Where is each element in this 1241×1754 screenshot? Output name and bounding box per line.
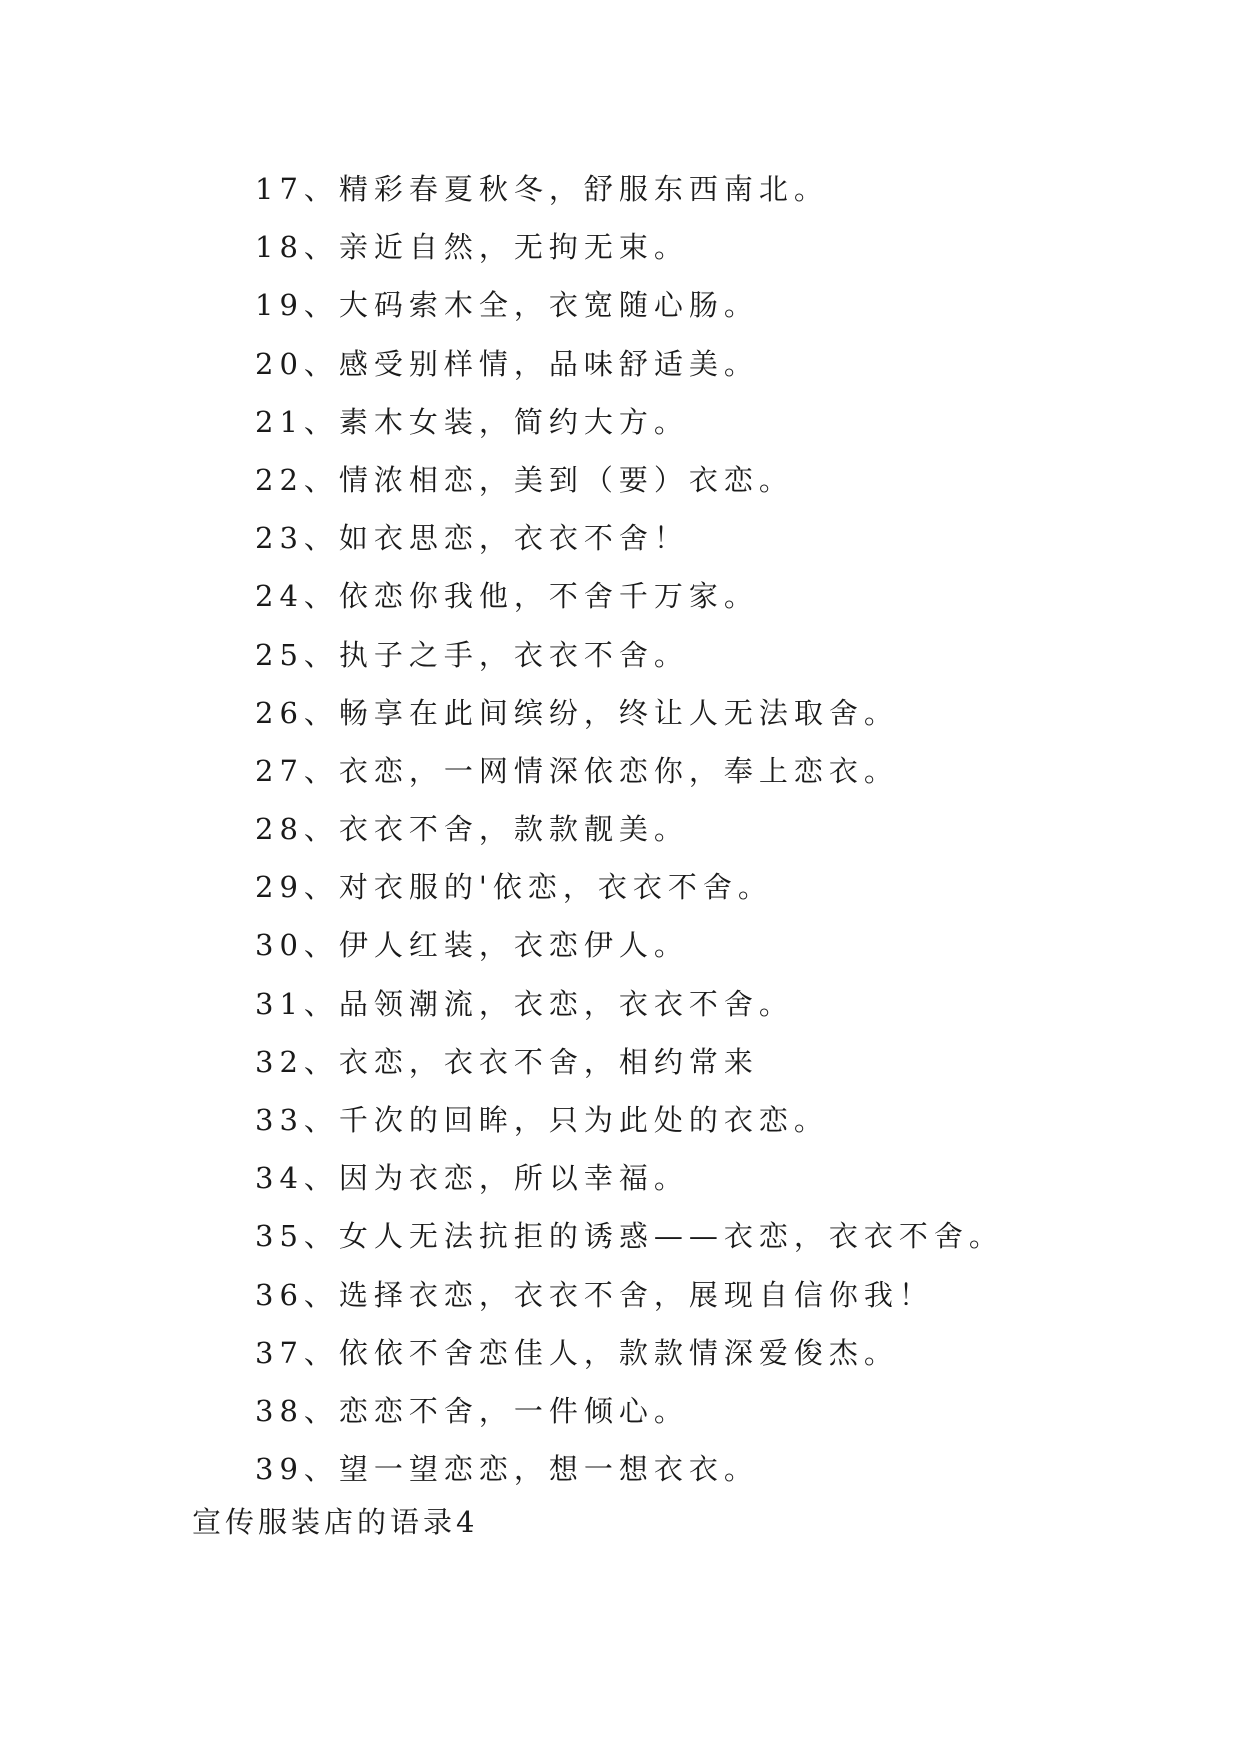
slogan-line: 22、情浓相恋，美到（要）衣恋。 xyxy=(255,462,794,497)
slogan-line: 28、衣衣不舍，款款靓美。 xyxy=(255,812,689,847)
slogan-line: 19、大码索木全，衣宽随心肠。 xyxy=(255,288,759,323)
slogan-line: 31、品领潮流，衣恋，衣衣不舍。 xyxy=(255,986,794,1021)
slogan-line: 39、望一望恋恋，想一想衣衣。 xyxy=(255,1452,759,1487)
slogan-line: 17、精彩春夏秋冬，舒服东西南北。 xyxy=(255,172,829,206)
slogan-line: 24、依恋你我他，不舍千万家。 xyxy=(255,579,759,614)
slogan-line: 36、选择衣恋，衣衣不舍，展现自信你我！ xyxy=(255,1277,934,1312)
slogan-line: 25、执子之手，衣衣不舍。 xyxy=(255,637,689,672)
slogan-list xyxy=(255,160,1004,1498)
slogan-line: 33、千次的回眸，只为此处的衣恋。 xyxy=(255,1103,829,1137)
slogan-line: 18、亲近自然，无拘无束。 xyxy=(255,230,689,265)
slogan-line: 35、女人无法抗拒的诱惑——衣恋，衣衣不舍。 xyxy=(255,1219,1004,1254)
slogan-line: 29、对衣服的'依恋，衣衣不舍。 xyxy=(255,870,773,905)
slogan-line: 34、因为衣恋，所以幸福。 xyxy=(255,1161,689,1196)
section-heading: 宣传服装店的语录4 xyxy=(192,1505,479,1539)
slogan-line: 21、素木女装，简约大方。 xyxy=(255,404,689,439)
slogan-line: 23、如衣思恋，衣衣不舍！ xyxy=(255,521,689,556)
slogan-line: 37、依依不舍恋佳人，款款情深爱俊杰。 xyxy=(255,1335,899,1370)
slogan-line: 27、衣恋，一网情深依恋你，奉上恋衣。 xyxy=(255,753,899,788)
slogan-line: 20、感受别样情，品味舒适美。 xyxy=(255,346,759,381)
slogan-line: 32、衣恋，衣衣不舍，相约常来 xyxy=(255,1044,759,1079)
slogan-line: 26、畅享在此间缤纷，终让人无法取舍。 xyxy=(255,695,899,730)
slogan-line: 38、恋恋不舍，一件倾心。 xyxy=(255,1393,689,1428)
slogan-line: 30、伊人红装，衣恋伊人。 xyxy=(255,928,689,963)
